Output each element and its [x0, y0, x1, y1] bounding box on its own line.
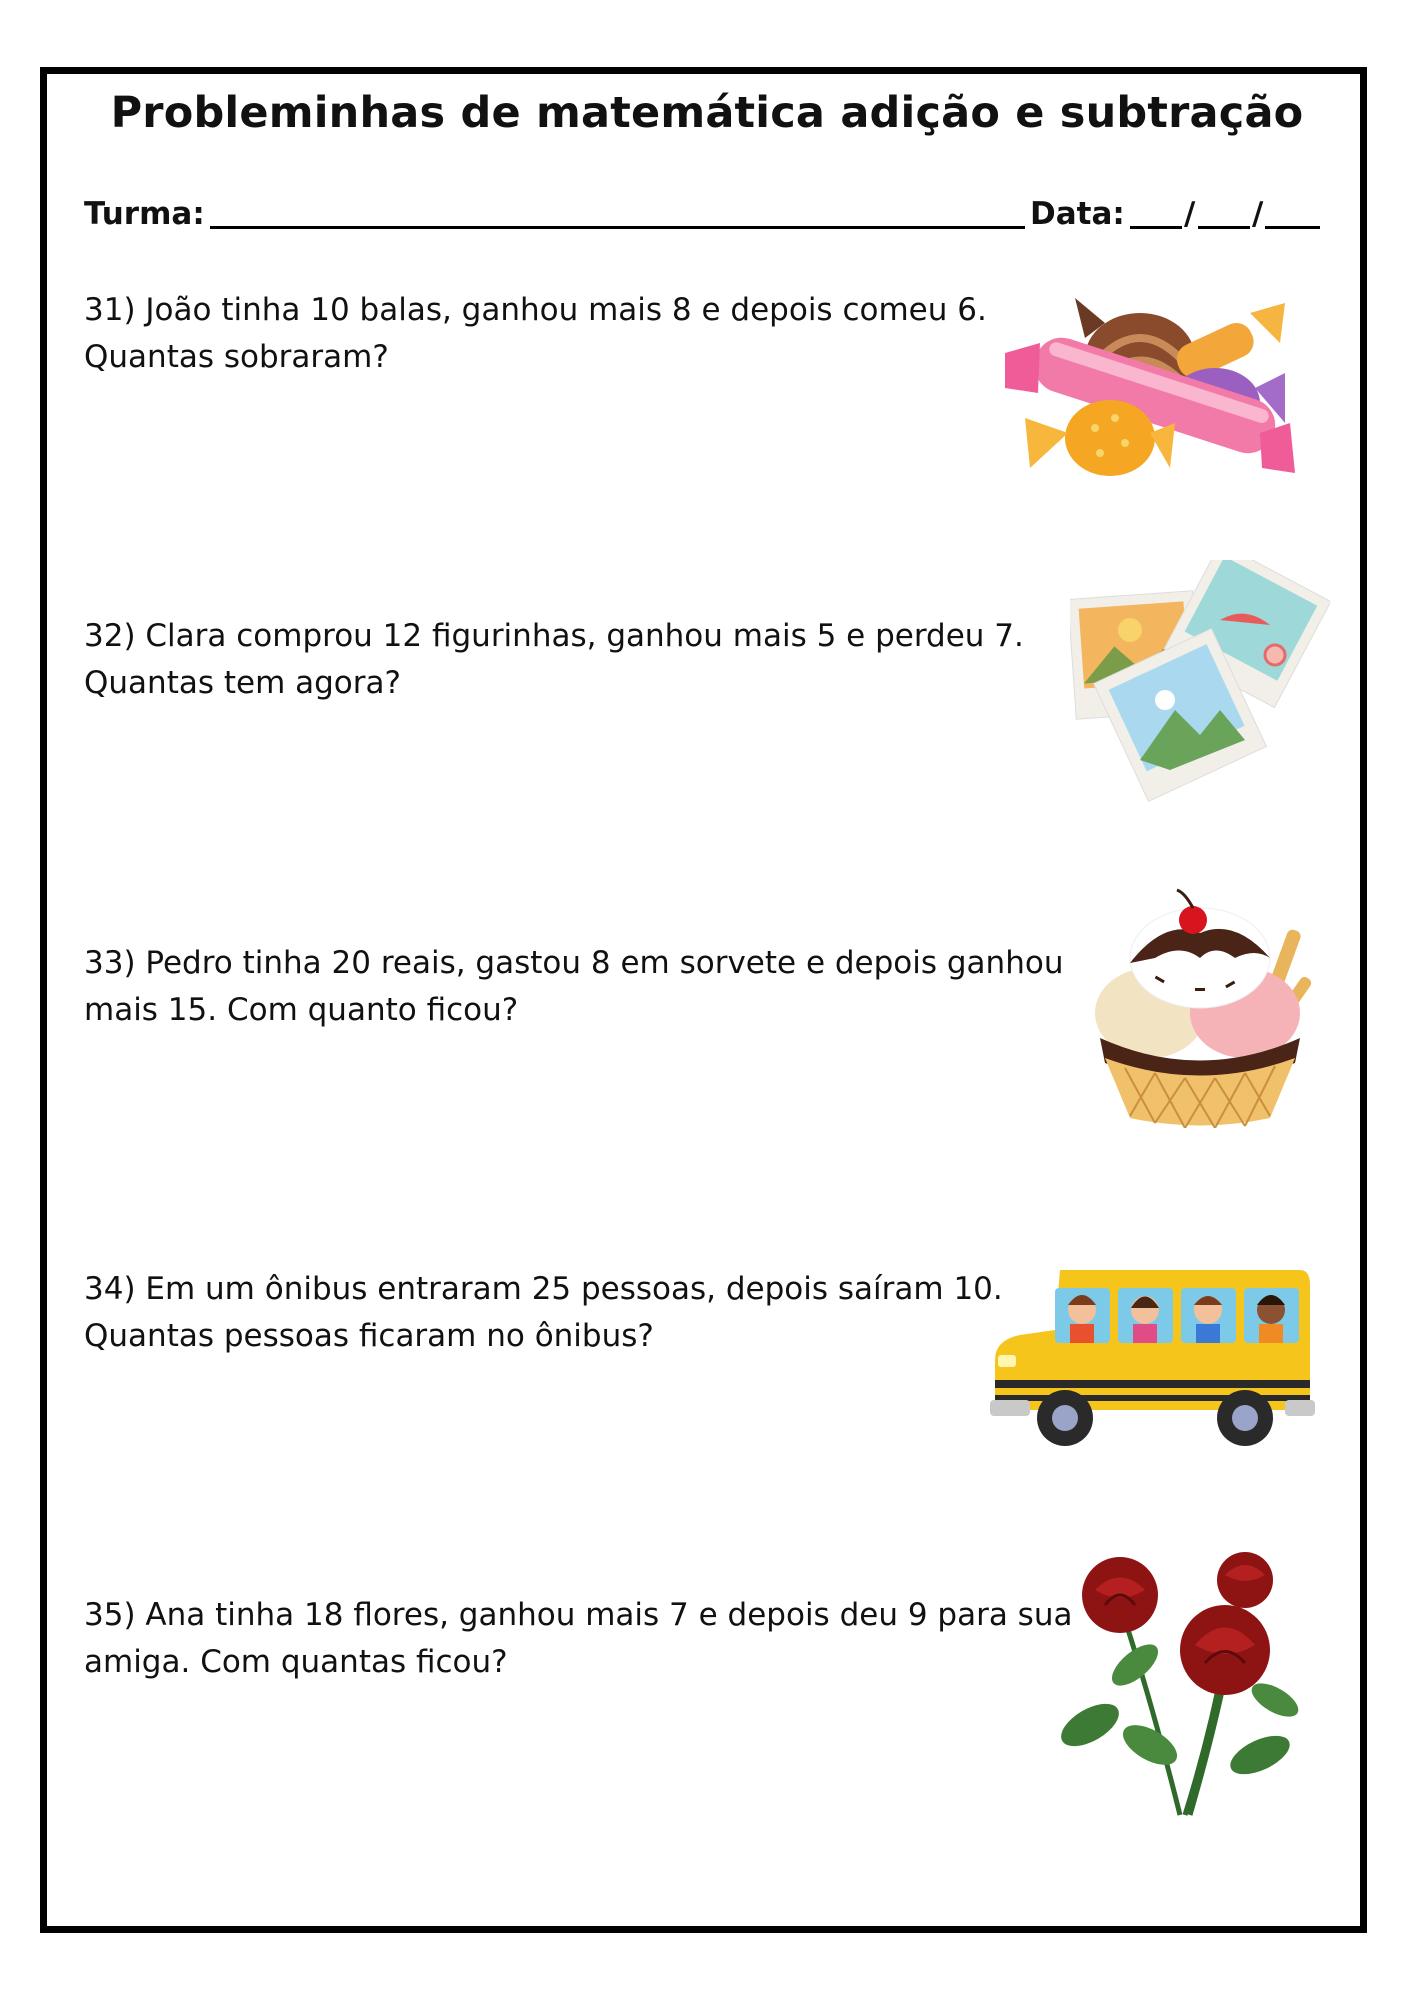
- turma-label: Turma:: [84, 196, 205, 232]
- date-day-blank: [1130, 226, 1182, 229]
- candy-icon: [1000, 283, 1300, 498]
- photos-icon: [1070, 560, 1330, 810]
- ice-cream-icon: [1085, 888, 1315, 1128]
- school-bus-icon: [990, 1260, 1320, 1455]
- problem-34-line-2: Quantas pessoas ficaram no ônibus?: [84, 1318, 654, 1354]
- problem-32-line-2: Quantas tem agora?: [84, 665, 401, 701]
- problem-33: [84, 940, 1074, 1034]
- problem-35-line-2: amiga. Com quantas ficou?: [84, 1644, 508, 1680]
- problem-35-line-1: 35) Ana tinha 18 flores, ganhou mais 7 e depois deu 9 para sua: [84, 1597, 1073, 1633]
- date-slash: /: [1252, 196, 1264, 232]
- problem-31-line-2: Quantas sobraram?: [84, 339, 389, 375]
- problem-31: [84, 287, 1074, 381]
- problem-33-line-1: 33) Pedro tinha 20 reais, gastou 8 em sorvete e depois ganhou: [84, 945, 1064, 981]
- date-year-blank: [1265, 226, 1320, 229]
- problem-34: [84, 1266, 1074, 1360]
- date-slash: /: [1184, 196, 1196, 232]
- problem-31-line-1: 31) João tinha 10 balas, ganhou mais 8 e depois comeu 6.: [84, 292, 987, 328]
- problem-32: [84, 613, 1074, 707]
- date-month-blank: [1198, 226, 1250, 229]
- problem-32-line-1: 32) Clara comprou 12 figurinhas, ganhou mais 5 e perdeu 7.: [84, 618, 1024, 654]
- problem-34-line-1: 34) Em um ônibus entraram 25 pessoas, depois saíram 10.: [84, 1271, 1003, 1307]
- problem-33-line-2: mais 15. Com quanto ficou?: [84, 992, 519, 1028]
- page-title: Probleminhas de matemática adição e subtração: [110, 88, 1304, 138]
- data-label: Data:: [1030, 196, 1125, 232]
- roses-icon: [1050, 1545, 1310, 1825]
- problem-35: [84, 1592, 1074, 1686]
- turma-blank-line: [210, 226, 1025, 229]
